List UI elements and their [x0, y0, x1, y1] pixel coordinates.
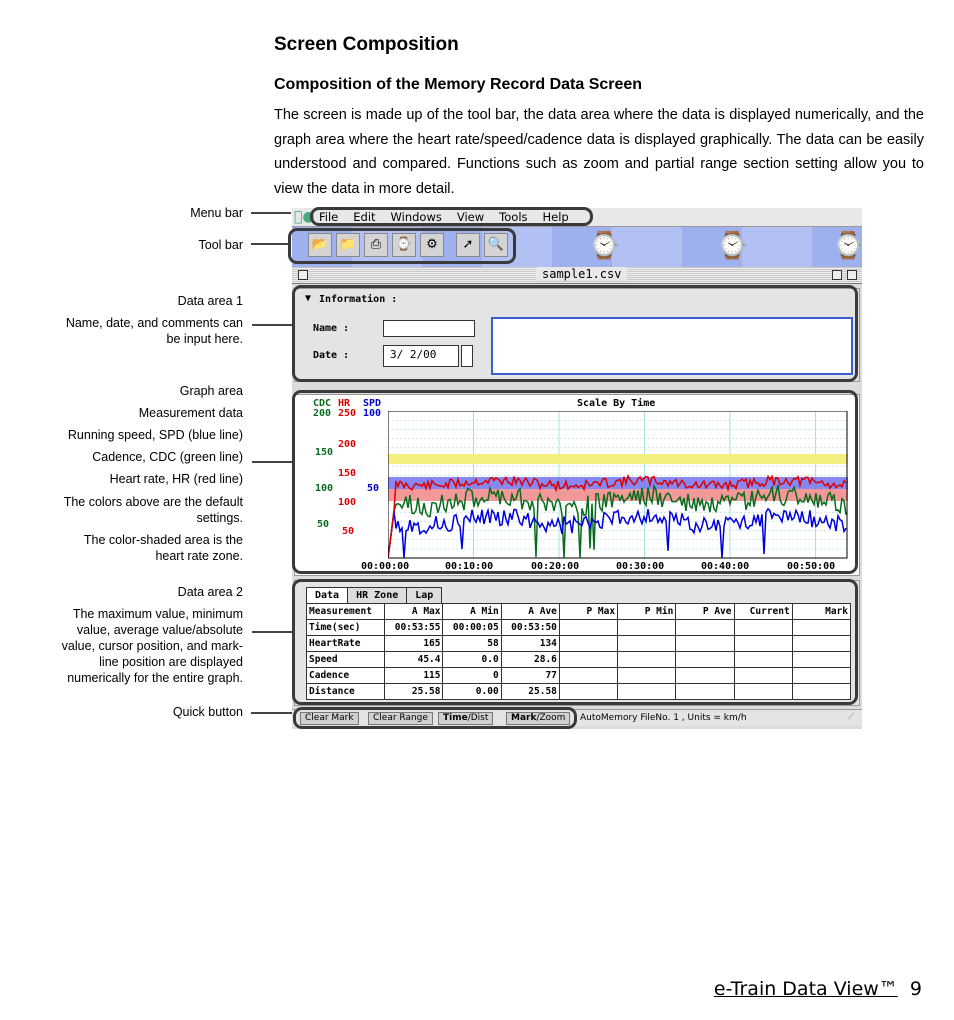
- table-cell: 0.00: [443, 684, 501, 700]
- table-cell: 00:00:05: [443, 620, 501, 636]
- leader-line: [251, 243, 288, 245]
- callout-cadence: Cadence, CDC (green line): [92, 450, 243, 464]
- menu-tools[interactable]: Tools: [499, 210, 528, 224]
- time-label: Time: [443, 713, 468, 723]
- cdc-tick: 200: [313, 408, 332, 419]
- callout-heart-rate: Heart rate, HR (red line): [109, 472, 243, 486]
- hr-label: HR: [338, 398, 351, 409]
- tab-data[interactable]: Data: [306, 587, 348, 603]
- date-label: Date :: [313, 350, 350, 361]
- leader-line: [251, 212, 291, 214]
- leader-line: [252, 631, 292, 633]
- table-header-cell: P Ave: [676, 604, 734, 620]
- callout-quick-button: Quick button: [172, 705, 243, 719]
- x-tick: 00:40:00: [701, 561, 750, 572]
- apple-icon[interactable]: ●: [294, 209, 307, 225]
- mark-label: Mark: [511, 713, 537, 723]
- tab-lap[interactable]: Lap: [406, 587, 442, 603]
- graph-area-highlight: [292, 390, 858, 574]
- graph-title: Scale By Time: [577, 398, 656, 409]
- table-header-cell: P Max: [559, 604, 617, 620]
- zoom-box-icon[interactable]: [832, 270, 842, 280]
- page-number: 9: [909, 978, 922, 1000]
- window-title: sample1.csv: [536, 267, 627, 281]
- print-icon[interactable]: ⎙: [364, 233, 388, 257]
- table-header-cell: A Max: [385, 604, 443, 620]
- callout-graph-area: Graph area: [179, 384, 243, 398]
- callout-tool-bar: Tool bar: [198, 238, 243, 252]
- table-header-cell: A Min: [443, 604, 501, 620]
- settings-watch-icon[interactable]: ⚙: [420, 233, 444, 257]
- menu-windows[interactable]: Windows: [390, 210, 442, 224]
- tool-bar-highlight: [288, 228, 516, 264]
- zoom-magnifier-icon[interactable]: 🔍: [484, 233, 508, 257]
- table-cell: Speed: [307, 652, 385, 668]
- page-subheading: Composition of the Memory Record Data Screen: [274, 76, 643, 93]
- table-cell: HeartRate: [307, 636, 385, 652]
- cdc-tick: 150: [315, 447, 334, 458]
- close-box-icon[interactable]: [298, 270, 308, 280]
- intro-paragraph: The screen is made up of the tool bar, the data area where the data is displayed numerically, and the graph area where the heart rate/speed/cadence data is displayed graphically. The data can be easily understood and compared. Functions such as zoom and partial range section setting allow you to view the data in more detail.: [274, 107, 924, 197]
- tab-hr-zone[interactable]: HR Zone: [347, 587, 407, 603]
- data-area-1-highlight: [292, 285, 858, 382]
- hr-tick: 250: [338, 408, 357, 419]
- watermark-icon: ⌚: [588, 231, 621, 261]
- cursor-arrow-icon[interactable]: ➚: [456, 233, 480, 257]
- menu-bar-highlight: [310, 207, 593, 226]
- table-cell: 0: [443, 668, 501, 684]
- spd-tick: 50: [367, 483, 380, 494]
- table-cell: 25.58: [501, 684, 559, 700]
- table-cell: 134: [501, 636, 559, 652]
- callout-menu-bar: Menu bar: [190, 206, 243, 220]
- spd-label: SPD: [363, 398, 382, 409]
- x-tick: 00:20:00: [531, 561, 580, 572]
- table-header-cell: Mark: [792, 604, 850, 620]
- cdc-tick: 100: [315, 483, 334, 494]
- x-tick: 00:50:00: [787, 561, 836, 572]
- leader-line: [252, 461, 292, 463]
- x-tick: 00:30:00: [616, 561, 665, 572]
- footer-brand: e-Train Data View™: [713, 978, 898, 1000]
- table-cell: 00:53:55: [385, 620, 443, 636]
- dist-label: /Dist: [467, 713, 489, 723]
- window-title-bar[interactable]: [292, 267, 862, 284]
- cdc-label: CDC: [313, 398, 332, 409]
- status-text: AutoMemory FileNo. 1 , Units = km/h: [580, 713, 747, 723]
- table-cell: 0.0: [443, 652, 501, 668]
- table-header-cell: P Min: [618, 604, 676, 620]
- watermark-icon: ⌚: [716, 231, 749, 261]
- clear-mark-button[interactable]: Clear Mark: [300, 712, 359, 725]
- menu-edit[interactable]: Edit: [353, 210, 376, 224]
- info-disclosure-icon[interactable]: ▼: [305, 293, 312, 304]
- table-header-cell: A Ave: [501, 604, 559, 620]
- callout-running-speed: Running speed, SPD (blue line): [67, 428, 243, 442]
- menu-help[interactable]: Help: [542, 210, 569, 224]
- callout-data-area-1: Data area 1: [177, 294, 243, 308]
- table-cell: 25.58: [385, 684, 443, 700]
- table-cell: Cadence: [307, 668, 385, 684]
- callout-color-shaded: The color-shaded area is the heart rate zone.: [83, 533, 243, 563]
- folder-icon[interactable]: 📁: [336, 233, 360, 257]
- hr-tick: 200: [338, 439, 357, 450]
- menu-view[interactable]: View: [456, 210, 485, 224]
- cdc-tick: 50: [317, 519, 330, 530]
- callout-data-area-2: Data area 2: [177, 585, 243, 599]
- zoom-label: /Zoom: [536, 713, 566, 723]
- callout-default-colors: The colors above are the default settings.: [63, 495, 243, 525]
- leader-line: [252, 324, 292, 326]
- open-folder-icon[interactable]: 📂: [308, 233, 332, 257]
- table-cell: 77: [501, 668, 559, 684]
- table-cell: 58: [443, 636, 501, 652]
- table-header-cell: Current: [734, 604, 792, 620]
- page-heading: Screen Composition: [274, 34, 459, 55]
- callout-data-area-1-desc: Name, date, and comments can be input here.: [65, 316, 243, 346]
- x-tick: 00:00:00: [361, 561, 410, 572]
- callout-data-area-2-desc: The maximum value, minimum value, average value/absolute value, cursor position, and mark-line position are displayed numerically for the entire graph.: [61, 607, 243, 685]
- watch-transfer-icon[interactable]: ⌚: [392, 233, 416, 257]
- x-tick: 00:10:00: [445, 561, 494, 572]
- date-input[interactable]: 3/ 2/00: [383, 345, 459, 367]
- spd-tick: 100: [363, 408, 382, 419]
- collapse-box-icon[interactable]: [847, 270, 857, 280]
- table-cell: 45.4: [385, 652, 443, 668]
- info-label: Information :: [319, 294, 398, 305]
- name-label: Name :: [313, 323, 350, 334]
- page-footer: [714, 978, 922, 1000]
- table-cell: 28.6: [501, 652, 559, 668]
- data-area-2-highlight: [292, 579, 858, 705]
- table-cell: Distance: [307, 684, 385, 700]
- menu-file[interactable]: File: [319, 210, 339, 224]
- hr-tick: 100: [338, 497, 357, 508]
- hr-tick: 50: [342, 526, 355, 537]
- table-cell: 115: [385, 668, 443, 684]
- resize-grip-icon[interactable]: ⟋: [848, 712, 855, 722]
- table-header-cell: Measurement: [307, 604, 385, 620]
- clear-range-button[interactable]: Clear Range: [368, 712, 433, 725]
- hr-tick: 150: [338, 468, 357, 479]
- table-cell: 00:53:50: [501, 620, 559, 636]
- quick-button-highlight: [293, 707, 577, 729]
- leader-line: [251, 712, 293, 714]
- table-cell: Time(sec): [307, 620, 385, 636]
- callout-measurement-data: Measurement data: [138, 406, 243, 420]
- watermark-icon: ⌚: [832, 231, 865, 261]
- table-cell: 165: [385, 636, 443, 652]
